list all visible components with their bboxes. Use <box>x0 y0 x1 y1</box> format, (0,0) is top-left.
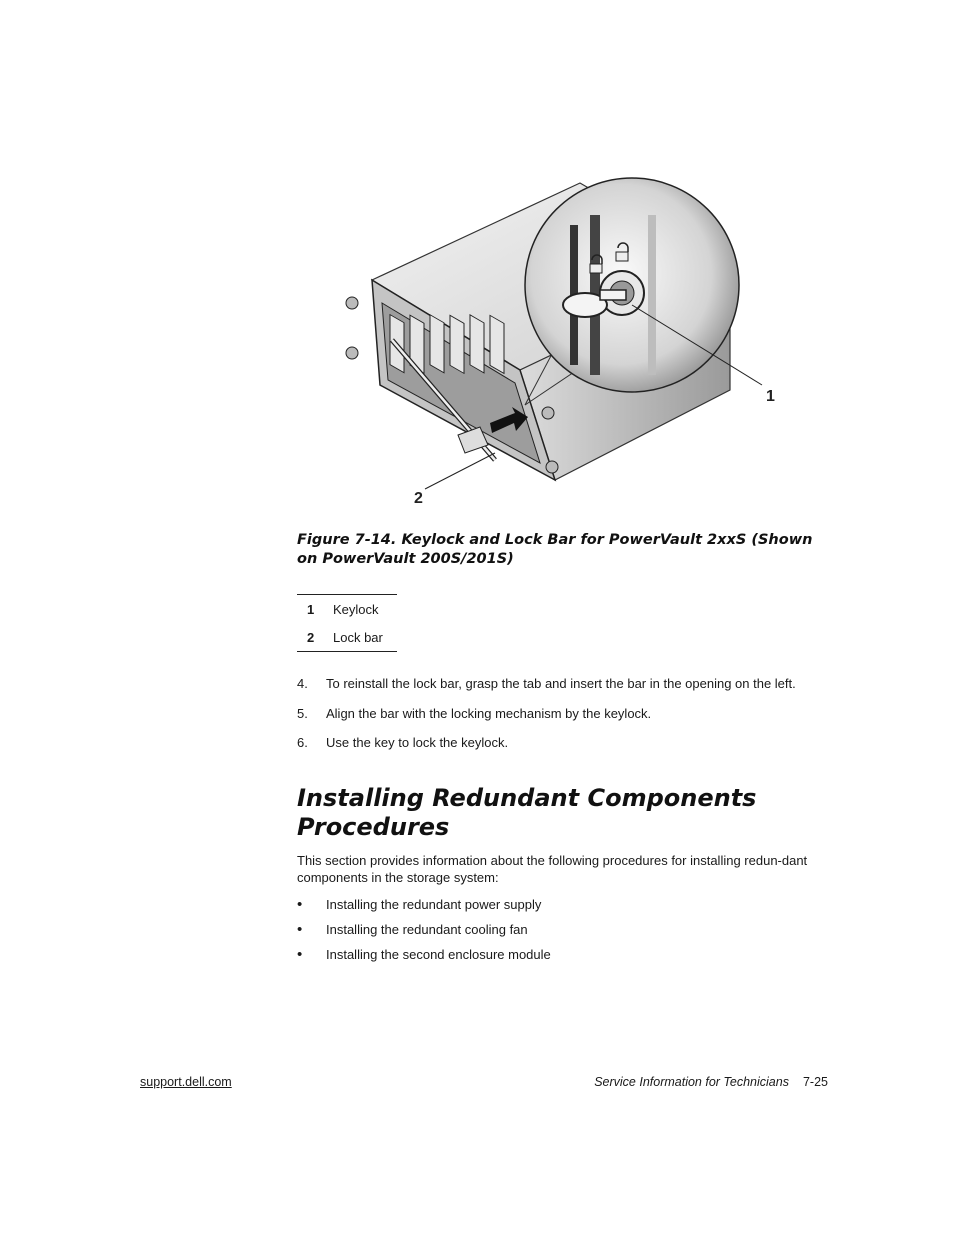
procedure-steps <box>297 676 857 765</box>
legend-label: Lock bar <box>333 629 383 645</box>
footer-title <box>594 1075 828 1089</box>
storage-enclosure-drawing <box>330 175 790 515</box>
step-item <box>297 676 857 706</box>
step-text: To reinstall the lock bar, grasp the tab and insert the bar in the opening on the left. <box>326 676 796 691</box>
footer-section-title: Service Information for Technicians <box>594 1075 789 1089</box>
bullet-item <box>297 897 837 922</box>
step-text: Align the bar with the locking mechanism by the keylock. <box>326 705 652 721</box>
legend-label: Keylock <box>333 601 379 617</box>
step-number: 5. <box>297 705 308 721</box>
figure-legend-table <box>297 594 397 652</box>
footer-support-link[interactable]: support.dell.com <box>140 1075 232 1089</box>
figure-illustration <box>330 175 790 515</box>
legend-row <box>297 595 397 623</box>
legend-row <box>297 623 397 651</box>
step-item <box>297 706 857 736</box>
step-text: Use the key to lock the keylock. <box>326 735 509 750</box>
bullet-icon: • <box>297 921 303 938</box>
step-number: 4. <box>297 676 308 691</box>
bullet-item <box>297 947 837 972</box>
section-intro: This section provides information about the following procedures for installing redun-dant components in the storage system: <box>297 853 808 885</box>
bullet-text: Installing the redundant power supply <box>326 897 542 912</box>
bullet-icon: • <box>297 896 303 913</box>
legend-number: 2 <box>307 629 315 645</box>
bullet-item <box>297 922 837 947</box>
bullet-list <box>297 897 837 972</box>
legend-number: 1 <box>307 601 315 617</box>
step-item <box>297 735 857 765</box>
page-number: 7-25 <box>802 1075 828 1089</box>
callout-2: 2 <box>414 490 423 507</box>
callout-1: 1 <box>766 388 775 405</box>
step-number: 6. <box>297 735 308 750</box>
section-heading: Installing Redundant Components Procedures <box>297 784 757 841</box>
figure-caption: Figure 7-14. Keylock and Lock Bar for PowerVault 2xxS (Shown on PowerVault 200S/201S) <box>297 532 813 567</box>
bullet-text: Installing the redundant cooling fan <box>326 922 528 937</box>
bullet-icon: • <box>297 946 303 963</box>
bullet-text: Installing the second enclosure module <box>326 947 551 962</box>
